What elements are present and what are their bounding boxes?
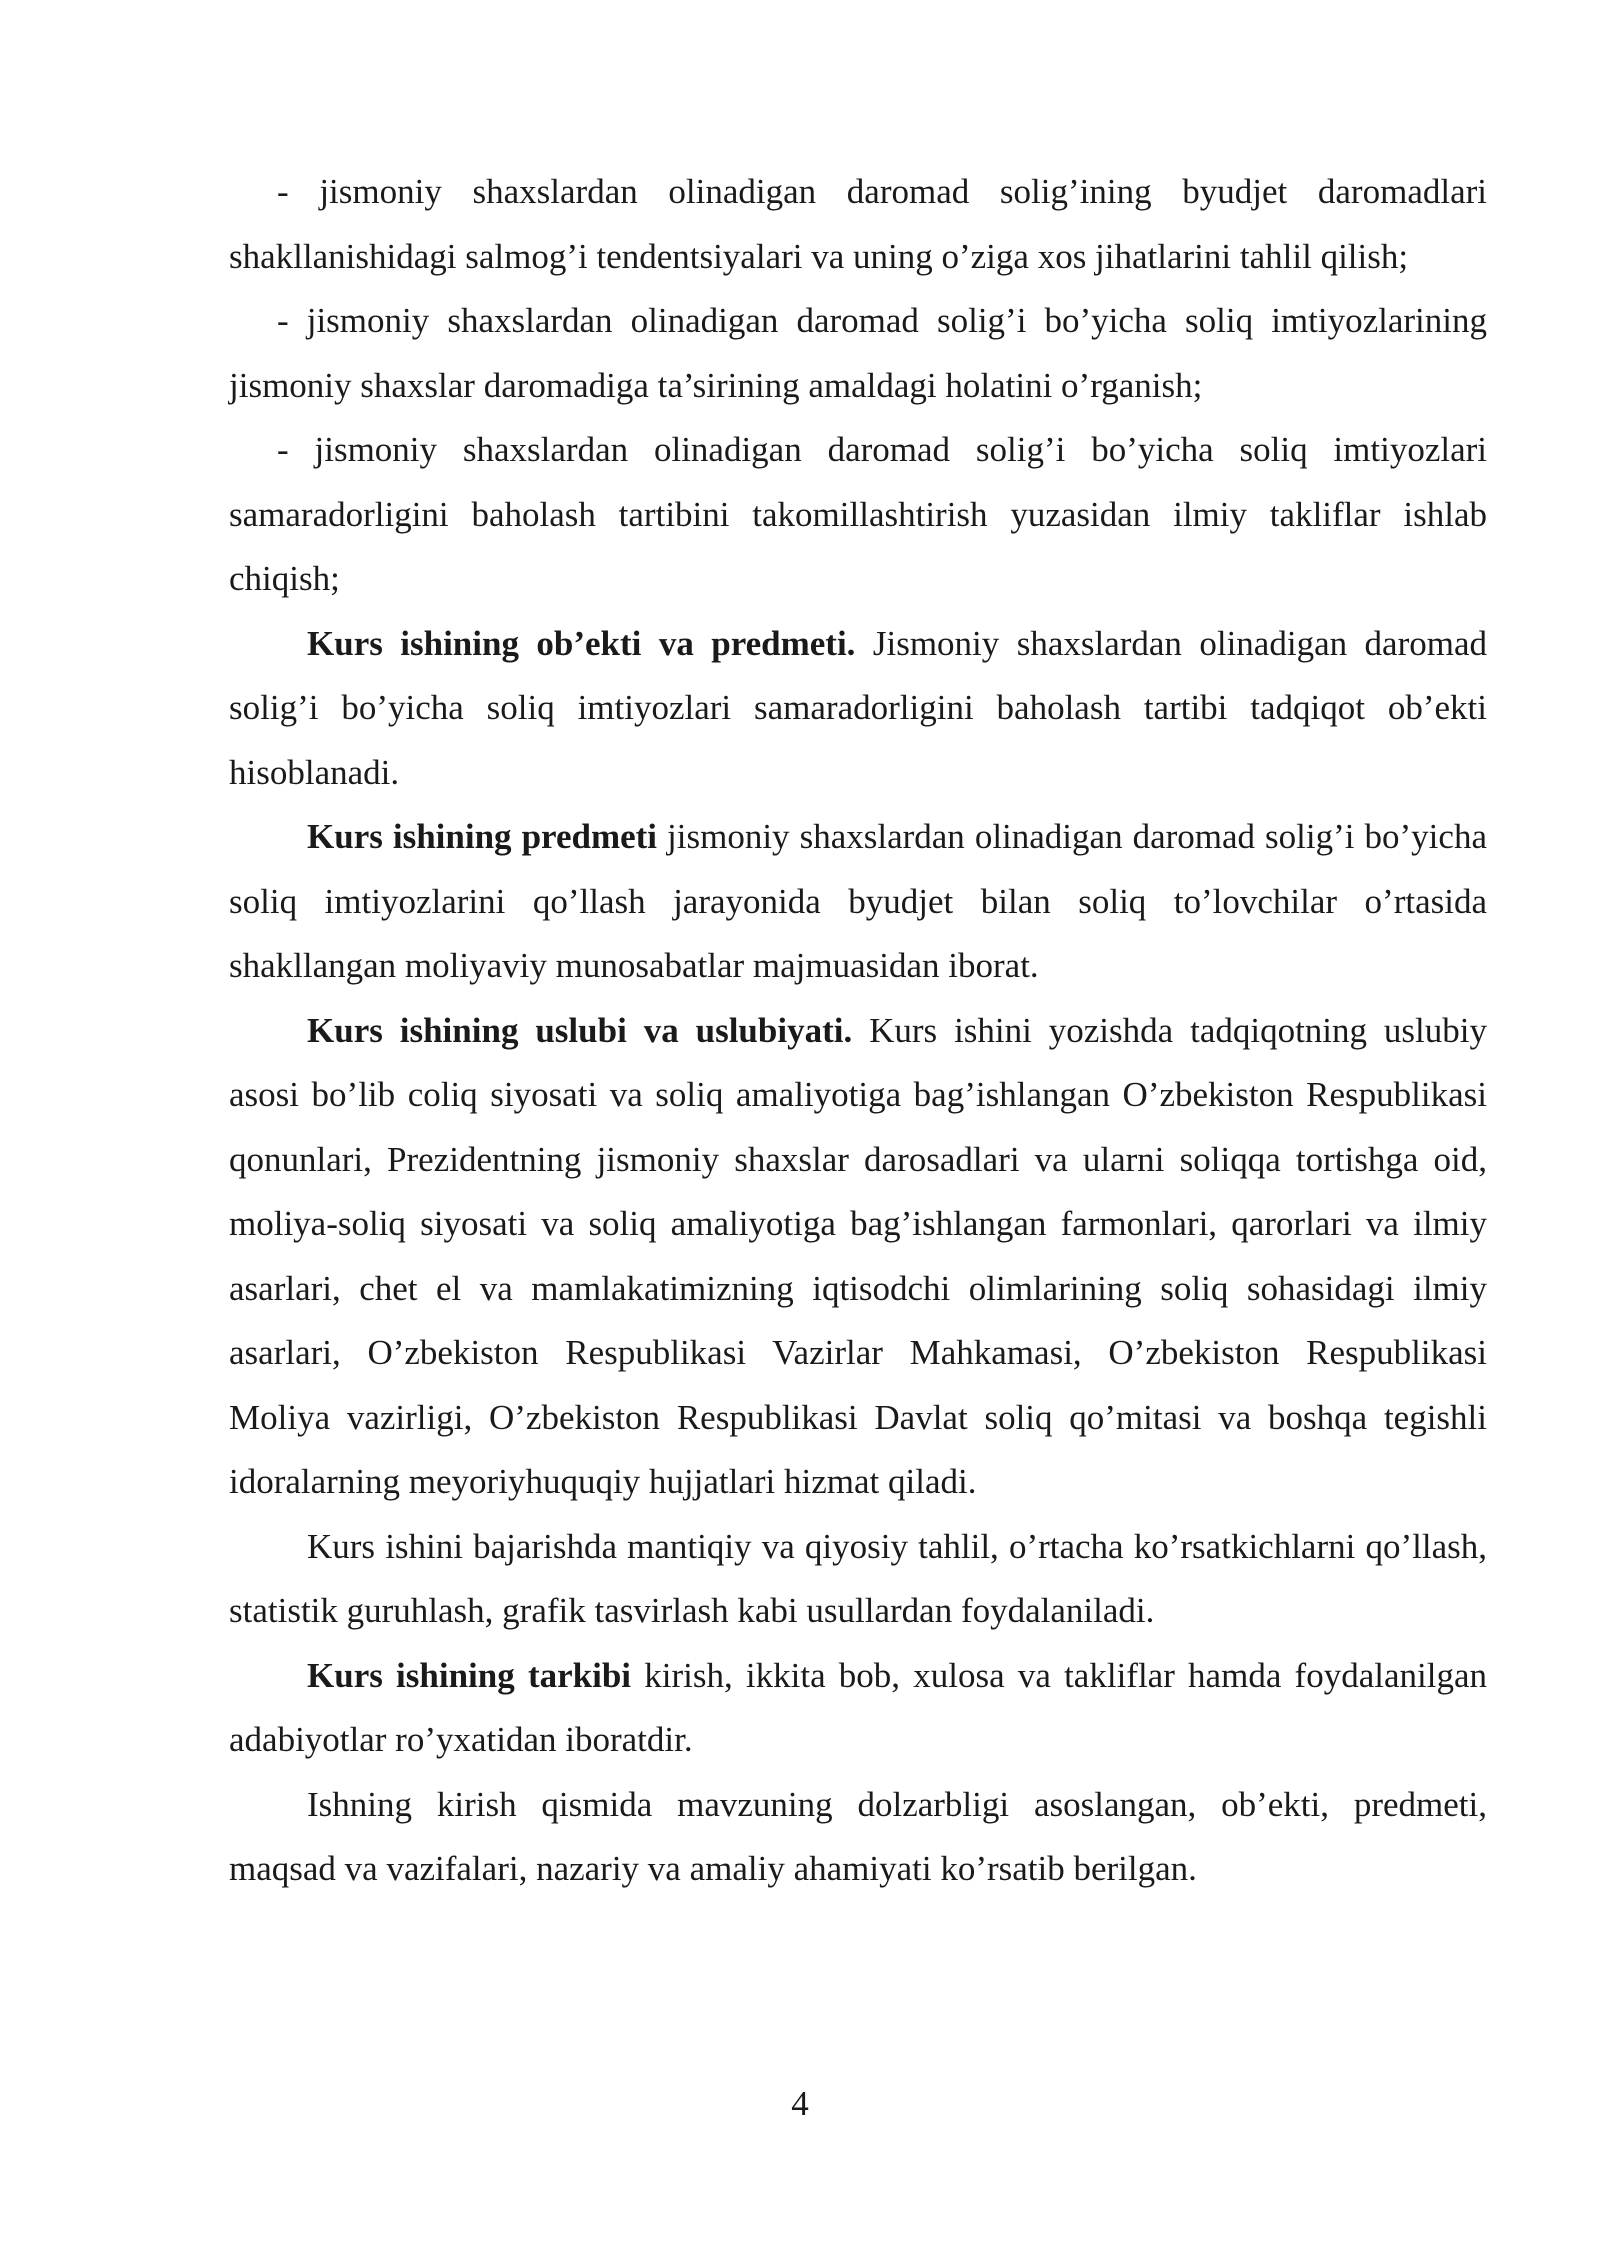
paragraph-heading: Kurs ishining predmeti [307, 817, 658, 856]
page-body [229, 160, 1487, 1902]
paragraph-heading: Kurs ishining tarkibi [307, 1655, 632, 1695]
paragraph-text: Kurs ishini yozishda tadqiqotning uslubiy asosi bo’lib coliq siyosati va soliq amaliyotiga bag’ishlangan O’zbekiston Respublikasi qonunlari, Prezidentning jismoniy shaxslar darosadlari va ularni soliqqa tortishga oid, moliya-soliq siyosati va soliq amaliyotiga bag’ishlangan farmonlari, qarorlari va ilmiy asarlari, chet el va mamlakatimizning iqtisodchi olimlarining soliq sohasidagi ilmiy asarlari, O’zbekiston Respublikasi Vazirlar Mahkamasi, O’zbekiston Respublikasi Moliya vazirligi, O’zbekiston Respublikasi Davlat soliq qo’mitasi va boshqa tegishli idoralarning meyoriyhuquqiy hujjatlari hizmat qiladi. [229, 1010, 1488, 1501]
paragraph-text: Kurs ishini bajarishda mantiqiy va qiyosiy tahlil, o’rtacha ko’rsatkichlarni qo’llash, statistik guruhlash, grafik tasvirlash kabi usullardan foydalaniladi. [229, 1526, 1487, 1630]
paragraph-heading: Kurs ishining ob’ekti va predmeti. [307, 623, 856, 663]
paragraph-object-subject [229, 612, 1487, 806]
bullet-item: - jismoniy shaxslardan olinadigan daromad solig’i bo’yicha soliq imtiyozlari samaradorligini baholash tartibini takomillashtirish yuzasidan ilmiy takliflar ishlab chiqish; [229, 430, 1487, 598]
paragraph-methods [229, 1515, 1487, 1644]
paragraph-methodology [229, 999, 1487, 1515]
paragraph-introduction [229, 1773, 1487, 1902]
paragraph-text: jismoniy shaxslardan olinadigan daromad solig’i bo’yicha soliq imtiyozlarini qo’llash jarayonida byudjet bilan soliq to’lovchilar o’rtasida shakllangan moliyaviy munosabatlar majmuasidan iborat. [229, 817, 1487, 985]
page-number: 4 [791, 2084, 809, 2123]
paragraph-text: kirish, ikkita bob, xulosa va takliflar hamda foydalanilgan adabiyotlar ro’yxatidan iboratdir. [229, 1655, 1487, 1759]
bullet-item: - jismoniy shaxslardan olinadigan daromad solig’ining byudjet daromadlari shakllanishidagi salmog’i tendentsiyalari va uning o’ziga xos jihatlarini tahlil qilish; [229, 172, 1487, 276]
paragraph-structure [229, 1644, 1487, 1773]
bullet-item: - jismoniy shaxslardan olinadigan daromad solig’i bo’yicha soliq imtiyozlarining jismoniy shaxslar daromadiga ta’sirining amaldagi holatini o’rganish; [229, 301, 1487, 405]
paragraph-subject [229, 805, 1487, 999]
paragraph-text: Ishning kirish qismida mavzuning dolzarbligi asoslangan, ob’ekti, predmeti, maqsad va vazifalari, nazariy va amaliy ahamiyati ko’rsatib berilgan. [229, 1784, 1487, 1888]
paragraph-text: Jismoniy shaxslardan olinadigan daromad solig’i bo’yicha soliq imtiyozlari samaradorligini baholash tartibi tadqiqot ob’ekti hisoblanadi. [229, 623, 1487, 792]
paragraph-heading: Kurs ishining uslubi va uslubiyati. [307, 1010, 853, 1050]
